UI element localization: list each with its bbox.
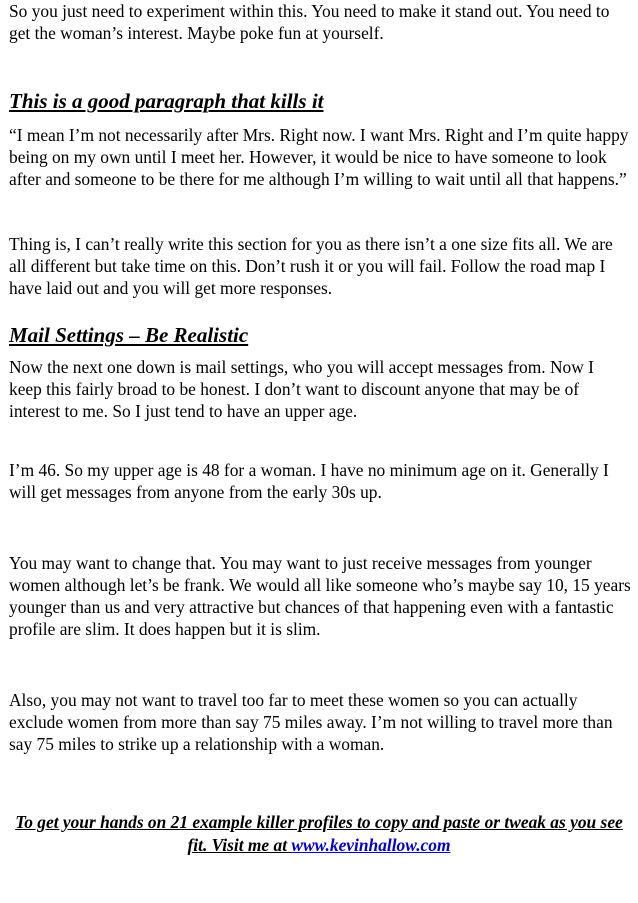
call-to-action-text: To get your hands on 21 example killer profiles to copy and paste or tweak as you see fit. Visit me at [15,812,623,855]
call-to-action [9,811,629,857]
distance-paragraph: Also, you may not want to travel too far to meet these women so you can actually exclude women from more than say 75 miles away. I’m not willing to travel more than say 75 miles to strike up a relationship with a woman. [9,690,613,754]
younger-women-paragraph: You may want to change that. You may want to just receive messages from younger women although let’s be frank. We would all like someone who’s maybe say 10, 15 years younger than us and very attractive but chances of that happening even with a fantastic profile are slim. It does happen but it is slim. [9,553,631,639]
example-quote-paragraph: “I mean I’m not necessarily after Mrs. Right now. I want Mrs. Right and I’m quite happy being on my own until I meet her. However, it would be nice to have someone to look after and someone to be there for me although I’m willing to wait until all that happens.” [9,125,629,189]
section-heading-mail-settings: Mail Settings – Be Realistic [9,323,249,347]
intro-paragraph: So you just need to experiment within this. You need to make it stand out. You need to get the woman’s interest. Maybe poke fun at yourself. [9,1,610,43]
mail-settings-paragraph: Now the next one down is mail settings, who you will accept messages from. Now I keep this fairly broad to be honest. I don’t want to discount anyone that may be of interest to me. So I just tend to have an upper age. [9,357,594,421]
section-heading-good-paragraph: This is a good paragraph that kills it [9,89,324,113]
age-paragraph: I’m 46. So my upper age is 48 for a woman. I have no minimum age on it. Generally I will get messages from anyone from the early 30s up. [9,460,609,502]
advice-paragraph: Thing is, I can’t really write this section for you as there isn’t a one size fits all. We are all different but take time on this. Don’t rush it or you will fail. Follow the road map I have laid out and you will get more responses. [9,234,613,298]
website-link[interactable]: www.kevinhallow.com [291,835,451,855]
